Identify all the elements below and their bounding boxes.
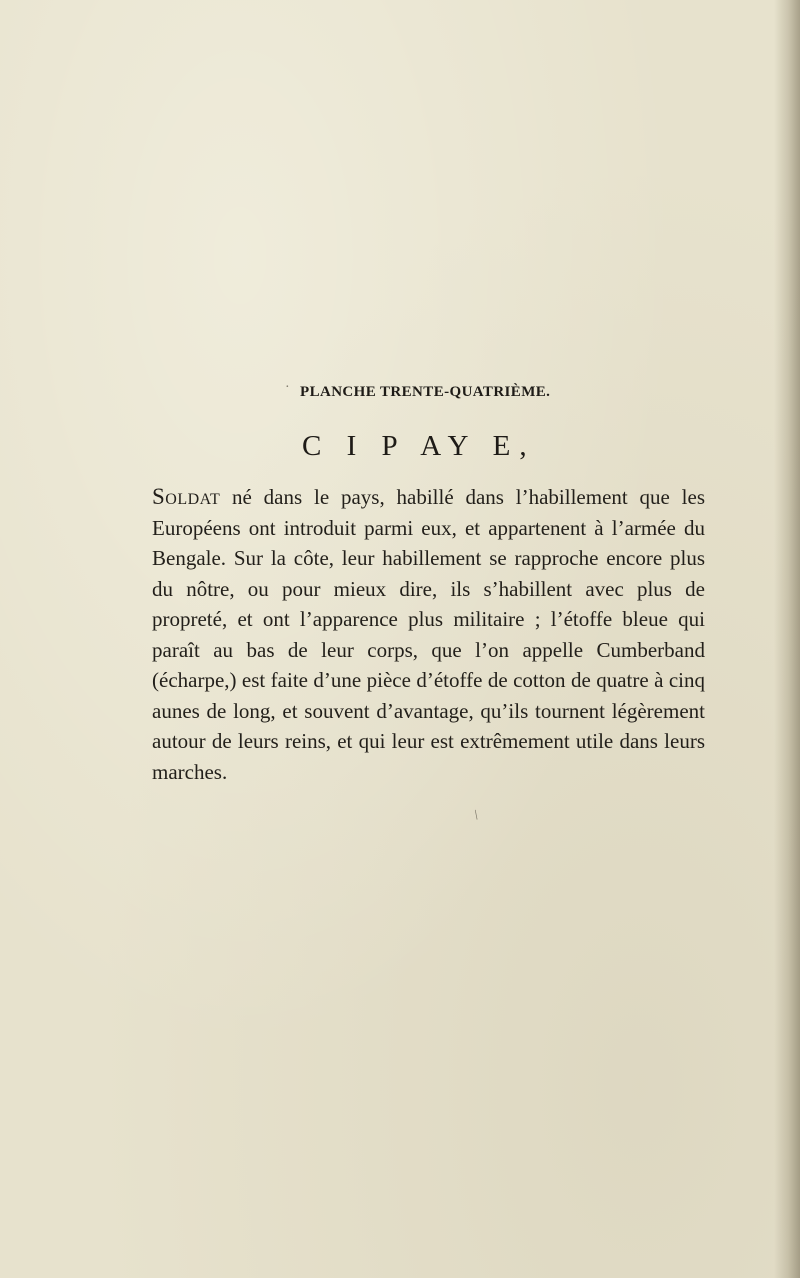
page-edge-shadow: [774, 0, 800, 1278]
lead-word: Soldat: [152, 484, 221, 509]
pencil-mark: /: [471, 808, 483, 824]
body-paragraph: [152, 482, 705, 787]
plate-heading: PLANCHE TRENTE-QUATRIÈME.: [300, 384, 551, 400]
page-title: C I P AY E,: [302, 430, 536, 462]
paragraph-text: né dans le pays, habillé dans l’habillement que les Européens ont introduit parmi eux, et appartenent à l’armée du Bengale. Sur la côte, leur habillement se rapproche encore plus du nôtre, ou pour mieux dire, ils s’habillent avec plus de propreté, et ont l’apparence plus militaire ; l’étoffe bleue qui paraît au bas de leur corps, que l’on appelle Cumberband (écharpe,) est faite d’une pièce d’étoffe de cotton de quatre à cinq aunes de long, et souvent d’avantage, qu’ils tournent légèrement autour de leurs reins, et qui leur est extrêmement utile dans leurs marches.: [152, 485, 705, 784]
paper-speck: ·: [285, 380, 290, 395]
